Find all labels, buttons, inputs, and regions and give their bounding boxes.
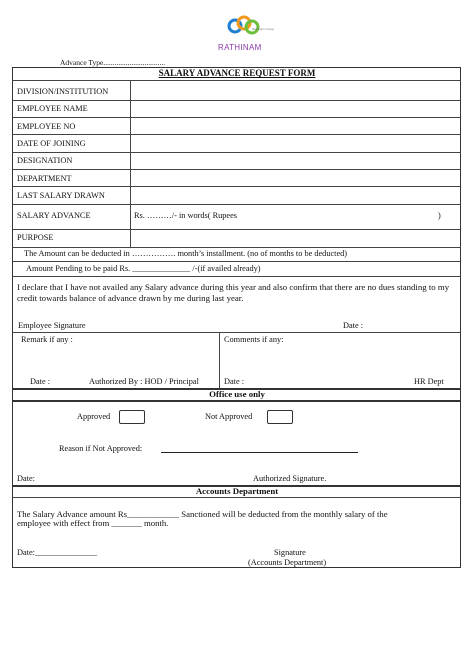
logo-tag: Rathinam Group xyxy=(252,27,275,31)
row-divider xyxy=(12,276,461,277)
field-input-last-salary[interactable] xyxy=(132,187,459,204)
declaration-text: I declare that I have not availed any Salary advance during this year and also confirm that there are no dues standing to my credit towards balance of advance drawn by me during last year. xyxy=(17,282,450,303)
approved-checkbox[interactable] xyxy=(119,410,145,424)
comments-label: Comments if any: xyxy=(224,335,284,344)
accounts-signature-label: (Accounts Department) xyxy=(248,558,327,567)
section-divider xyxy=(12,400,461,402)
field-input-department[interactable] xyxy=(132,170,459,186)
section-divider xyxy=(12,497,461,498)
form-title: SALARY ADVANCE REQUEST FORM xyxy=(158,68,316,78)
row-divider xyxy=(12,332,461,333)
field-label-employee-name: EMPLOYEE NAME xyxy=(17,104,88,113)
title-divider xyxy=(12,80,461,81)
accounts-text-line-1: The Salary Advance amount Rs____________ Sanctioned will be deducted from the monthly salary of the xyxy=(17,509,388,519)
field-input-designation[interactable] xyxy=(132,153,459,169)
row-divider xyxy=(12,204,461,205)
field-label-designation: DESIGNATION xyxy=(17,156,73,165)
comments-date-label: Date : xyxy=(224,377,245,386)
authorized-by-label: Authorized By : HOD / Principal xyxy=(89,377,199,386)
logo-name: RATHINAM xyxy=(218,43,262,52)
field-input-employee-no[interactable] xyxy=(132,118,459,134)
comments-input[interactable] xyxy=(222,346,458,372)
reason-not-approved-input[interactable] xyxy=(161,452,358,453)
field-input-date-of-joining[interactable] xyxy=(132,135,459,151)
reason-not-approved-label: Reason if Not Approved: xyxy=(59,444,143,453)
not-approved-checkbox[interactable] xyxy=(267,410,293,424)
field-input-salary-advance[interactable]: Rs. ………/- in words( Rupees xyxy=(134,211,238,220)
field-input-employee-name[interactable] xyxy=(132,101,459,117)
advance-type-field[interactable]: Advance Type................................. xyxy=(60,58,166,67)
hr-dept-label: HR Dept xyxy=(414,377,444,386)
field-label-department: DEPARTMENT xyxy=(17,174,72,183)
office-use-heading: Office use only xyxy=(209,389,265,399)
field-label-last-salary: LAST SALARY DRAWN xyxy=(17,191,105,200)
remark-input[interactable] xyxy=(16,346,216,372)
salary-advance-close-paren: ) xyxy=(438,211,441,220)
approved-label: Approved xyxy=(77,412,111,421)
remark-date-label: Date : xyxy=(30,377,51,386)
field-label-date-of-joining: DATE OF JOINING xyxy=(17,139,86,148)
field-input-purpose[interactable] xyxy=(132,230,459,246)
field-input-division[interactable] xyxy=(132,82,459,98)
deduction-line: The Amount can be deducted in ……………. month’s installment. (no of months to be deducted) xyxy=(24,249,348,258)
pending-amount-line: Amount Pending to be paid Rs. ______________ /-(if availed already) xyxy=(26,264,261,273)
office-date-label: Date: xyxy=(17,474,35,483)
row-divider xyxy=(12,247,461,248)
authorized-signature-label: Authorized Signature. xyxy=(253,474,327,483)
field-label-employee-no: EMPLOYEE NO xyxy=(17,122,76,131)
accounts-date-field[interactable]: Date:_______________ xyxy=(17,548,98,557)
field-label-purpose: PURPOSE xyxy=(17,233,54,242)
fields-column-divider xyxy=(130,80,131,247)
employee-signature-label: Employee Signature xyxy=(18,321,86,330)
remark-label: Remark if any : xyxy=(21,335,73,344)
field-label-salary-advance: SALARY ADVANCE xyxy=(17,211,91,220)
employee-date-label: Date : xyxy=(343,321,364,330)
company-logo xyxy=(214,14,274,56)
accounts-department-heading: Accounts Department xyxy=(195,486,279,496)
signature-label: Signature xyxy=(274,548,306,557)
accounts-text-line-2: employee with effect from _______ month. xyxy=(17,518,169,528)
field-label-division: DIVISION/INSTITUTION xyxy=(17,87,109,96)
not-approved-label: Not Approved xyxy=(205,412,253,421)
row-divider xyxy=(12,261,461,262)
remark-column-divider xyxy=(219,332,220,388)
